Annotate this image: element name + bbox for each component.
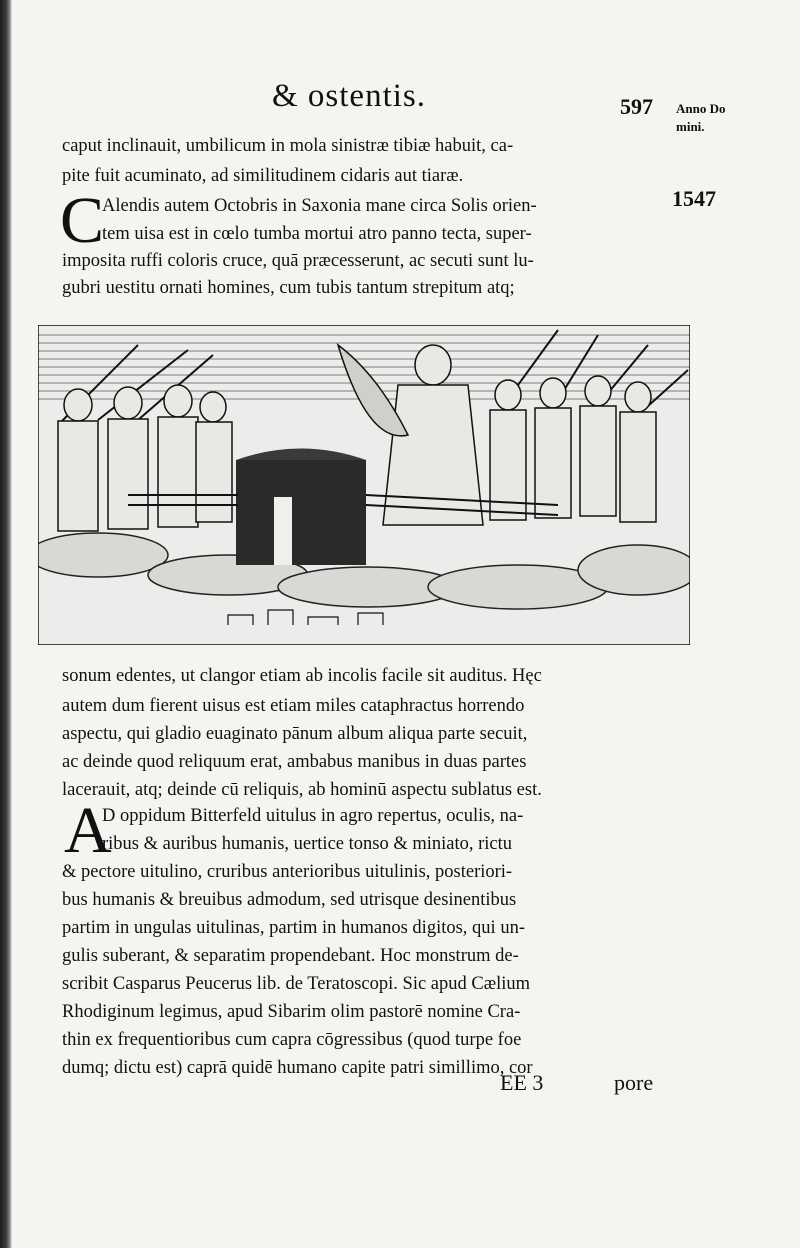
text-line: autem dum fierent uisus est etiam miles cataphractus horrendo	[62, 696, 525, 716]
running-head: & ostentis.	[272, 78, 427, 114]
text-line: aspectu, qui gladio euaginato pānum album aliqua parte secuit,	[62, 724, 528, 744]
drop-capital: A	[64, 794, 112, 867]
margin-note	[676, 100, 726, 136]
text-line: lacerauit, atq; deinde cū reliquis, ab hominū aspectu sublatus est.	[62, 780, 542, 800]
margin-note-line: mini.	[676, 119, 705, 134]
catchword: pore	[614, 1070, 654, 1095]
margin-note-line: Anno Do	[676, 101, 726, 116]
text-line: sonum edentes, ut clangor etiam ab incolis facile sit auditus. Hęc	[62, 666, 542, 686]
text-line: Rhodiginum legimus, apud Sibarim olim pastorē nomine Cra-	[62, 1002, 521, 1022]
folio-number: 597	[620, 94, 653, 119]
text-line: partim in ungulas uitulinas, partim in humanos digitos, qui un-	[62, 918, 525, 938]
woodcut-illustration-icon	[38, 325, 690, 645]
text-line: pite fuit acuminato, ad similitudinem cidaris aut tiaræ.	[62, 166, 464, 186]
text-line: gulis suberant, & separatim propendebant. Hoc monstrum de-	[62, 946, 519, 966]
text-line: thin ex frequentioribus cum capra cōgressibus (quod turpe foe	[62, 1030, 522, 1050]
text-line: ribus & auribus humanis, uertice tonso & miniato, rictu	[102, 834, 513, 854]
text-line: gubri uestitu ornati homines, cum tubis tantum strepitum atq;	[62, 278, 515, 298]
text-line: scribit Casparus Peucerus lib. de Teratoscopi. Sic apud Cælium	[62, 974, 530, 994]
text-line: ac deinde quod reliquum erat, ambabus manibus in duas partes	[62, 752, 527, 772]
text-line: D oppidum Bitterfeld uitulus in agro repertus, oculis, na-	[102, 806, 524, 826]
text-line: dumq; dictu est) caprā quidē humano capite patri simillimo, cor	[62, 1058, 533, 1078]
drop-capital: C	[60, 184, 105, 257]
text-line: & pectore uitulino, cruribus anterioribus uitulinis, posteriori-	[62, 862, 513, 882]
text-line: tem uisa est in cœlo tumba mortui atro panno tecta, super-	[102, 224, 532, 244]
text-line: Alendis autem Octobris in Saxonia mane circa Solis orien-	[102, 196, 537, 216]
page-gutter	[0, 0, 12, 1248]
text-line: caput inclinauit, umbilicum in mola sinistræ tibiæ habuit, ca-	[62, 136, 514, 156]
margin-year: 1547	[672, 186, 716, 211]
signature-mark: EE 3	[500, 1070, 544, 1095]
text-line: bus humanis & breuibus admodum, sed utrisque desinentibus	[62, 890, 517, 910]
text-line: imposita ruffi coloris cruce, quā præcesserunt, ac secuti sunt lu-	[62, 251, 534, 271]
